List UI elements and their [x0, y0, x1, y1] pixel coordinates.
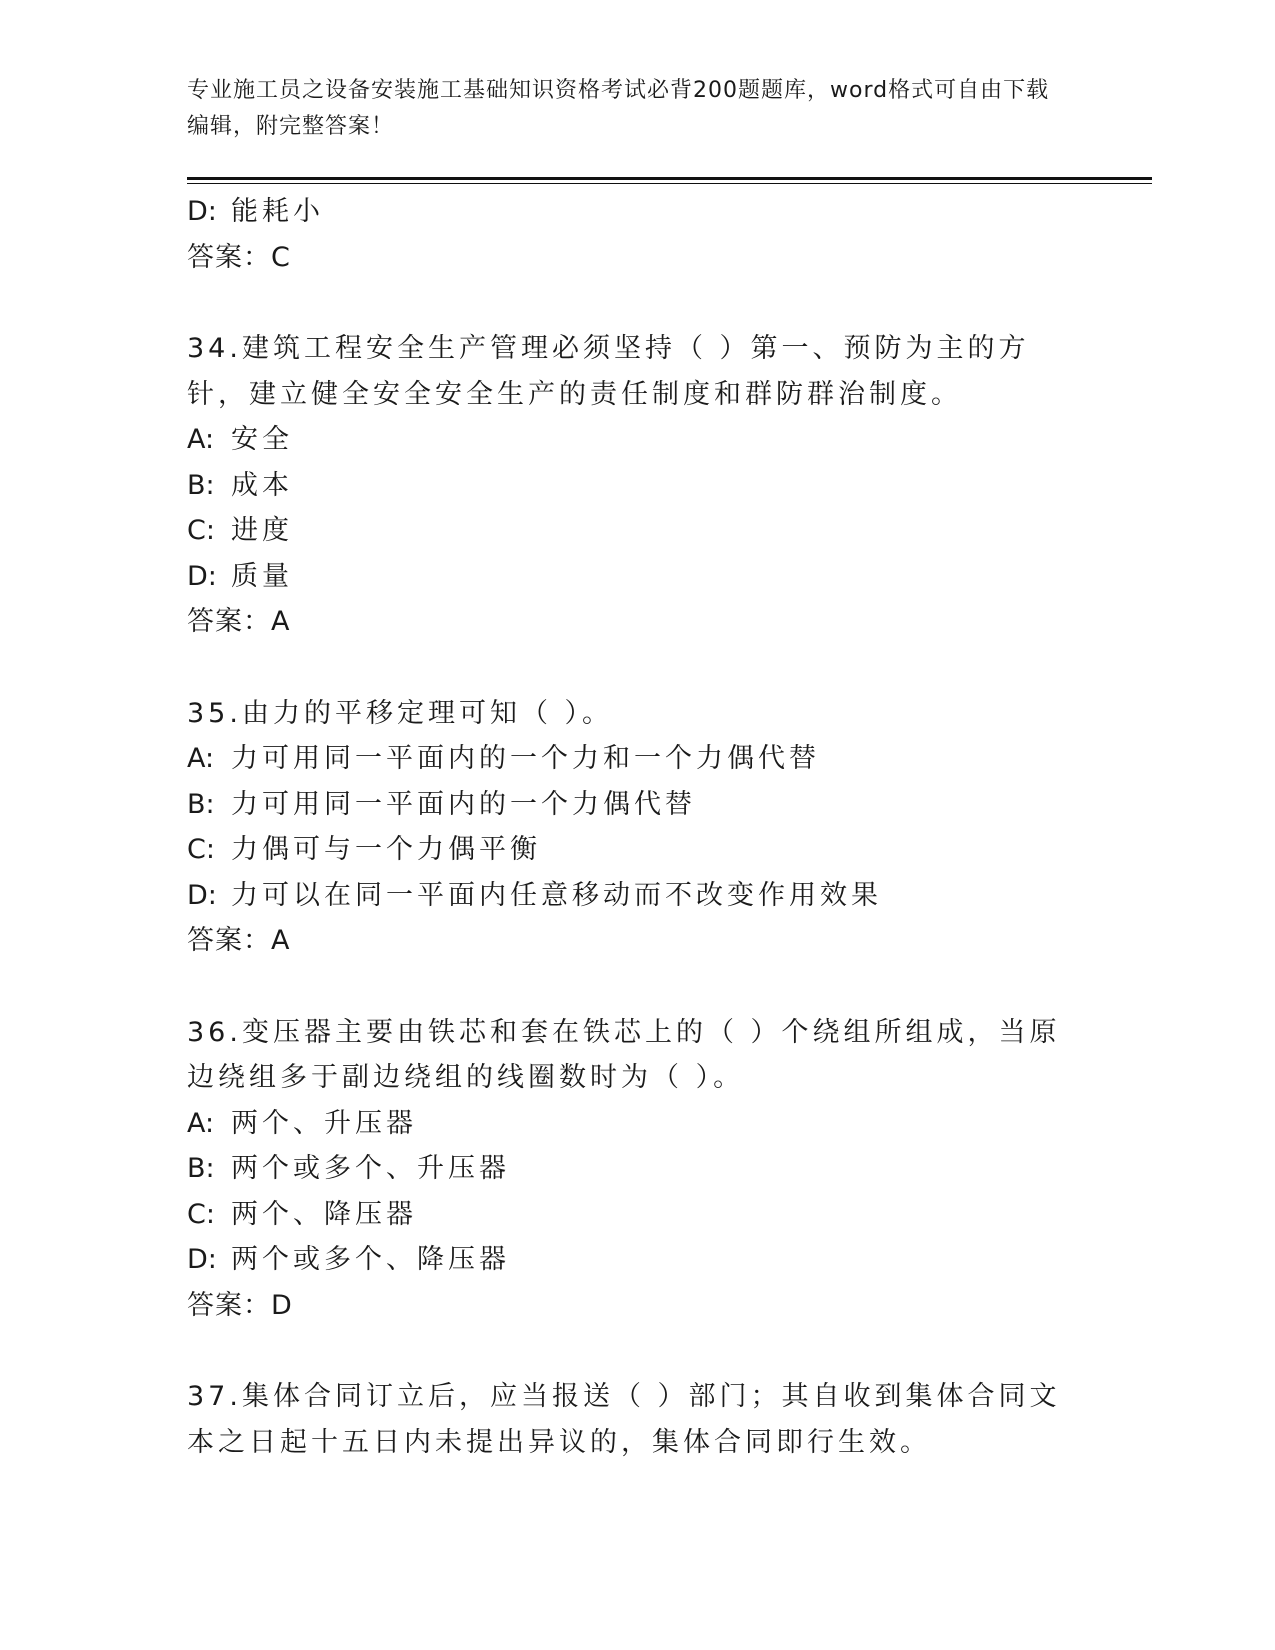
option-text: 两个或多个、降压器 — [231, 1244, 510, 1275]
question-stem: 36.变压器主要由铁芯和套在铁芯上的（ ）个绕组所组成，当原边绕组多于副边绕组的线圈数时为（ ）。 — [187, 1016, 1061, 1093]
option-letter: B: — [187, 469, 215, 501]
option-item — [187, 1237, 1067, 1283]
option-item — [187, 189, 1067, 235]
question-stem: 37.集体合同订立后，应当报送（ ）部门；其自收到集体合同文本之日起十五日内未提出异议的，集体合同即行生效。 — [187, 1381, 1061, 1458]
option-item — [187, 1101, 1067, 1147]
option-item — [187, 417, 1067, 463]
option-letter: B: — [187, 788, 215, 820]
option-text: 质量 — [231, 560, 293, 592]
option-letter: C: — [187, 1198, 215, 1230]
answer-line: 答案：D — [187, 1289, 293, 1321]
option-letter: A: — [187, 1107, 215, 1139]
option-letter: C: — [187, 834, 215, 865]
option-text: 进度 — [231, 515, 293, 546]
option-text: 两个或多个、升压器 — [231, 1153, 510, 1184]
answer-line: 答案：C — [187, 241, 291, 273]
option-text: 能耗小 — [231, 196, 324, 227]
option-item — [187, 508, 1067, 554]
answer-line: 答案：A — [187, 606, 291, 637]
option-item — [187, 554, 1067, 600]
option-text: 力可用同一平面内的一个力偶代替 — [231, 788, 696, 820]
option-item — [187, 463, 1067, 509]
option-text: 两个、降压器 — [231, 1198, 417, 1230]
option-item — [187, 1192, 1067, 1238]
question-stem: 34.建筑工程安全生产管理必须坚持（ ）第一、预防为主的方针，建立健全安全安全生产的责任制度和群防群治制度。 — [187, 333, 1030, 410]
option-item — [187, 827, 1067, 873]
option-letter: A: — [187, 424, 215, 455]
option-letter: C: — [187, 515, 215, 546]
question-block — [187, 1010, 1067, 1329]
option-item — [187, 1146, 1067, 1192]
option-item — [187, 736, 1067, 782]
option-letter: D: — [187, 196, 217, 227]
option-text: 力可用同一平面内的一个力和一个力偶代替 — [231, 743, 820, 774]
option-text: 成本 — [231, 469, 293, 501]
option-item — [187, 873, 1067, 919]
question-stem: 35.由力的平移定理可知（ ）。 — [187, 697, 614, 729]
document-header: 专业施工员之设备安装施工基础知识资格考试必背200题题库，word格式可自由下载编辑，附完整答案！ — [187, 78, 1050, 139]
document-body — [187, 189, 1067, 1465]
answer-line: 答案：A — [187, 925, 291, 956]
option-letter: D: — [187, 1244, 217, 1275]
option-text: 力可以在同一平面内任意移动而不改变作用效果 — [231, 879, 882, 911]
option-letter: A: — [187, 743, 215, 774]
header-rule-thick — [187, 177, 1152, 180]
question-block — [187, 326, 1067, 645]
header-rule-thin — [187, 183, 1152, 184]
option-item — [187, 782, 1067, 828]
option-text: 力偶可与一个力偶平衡 — [231, 834, 541, 865]
option-letter: B: — [187, 1153, 215, 1184]
option-text: 两个、升压器 — [231, 1107, 417, 1139]
question-block — [187, 1374, 1067, 1465]
question-block — [187, 691, 1067, 964]
option-letter: D: — [187, 879, 217, 911]
option-letter: D: — [187, 560, 217, 592]
option-text: 安全 — [231, 424, 293, 455]
